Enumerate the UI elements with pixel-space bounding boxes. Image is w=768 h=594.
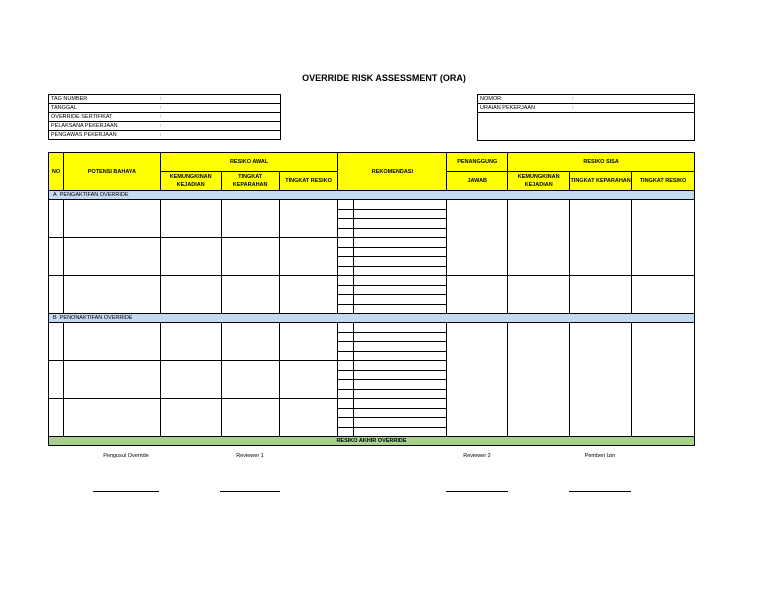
cell[interactable]	[160, 276, 221, 314]
cell[interactable]	[221, 200, 279, 238]
cell-rekomendasi[interactable]	[338, 276, 447, 314]
cell[interactable]	[160, 361, 221, 399]
info-label: OVERRIDE SERTIFIKAT	[49, 113, 159, 122]
header-tingkat-keparahan: TINGKAT KEPARAHAN	[221, 172, 279, 191]
header-tingkat-keparahan-sisa: TINGKAT KEPARAHAN	[570, 172, 632, 191]
footer-resiko-akhir: RESIKO AKHIR OVERRIDE	[49, 437, 695, 446]
cell[interactable]	[279, 361, 338, 399]
header-rekomendasi: REKOMENDASI	[338, 153, 447, 191]
cell[interactable]	[570, 323, 632, 437]
cell[interactable]	[279, 238, 338, 276]
cell-rekomendasi[interactable]	[338, 361, 447, 399]
header-penanggung: PENANGGUNG	[447, 153, 508, 172]
cell[interactable]	[570, 200, 632, 276]
cell[interactable]	[279, 200, 338, 238]
header-tingkat-resiko-sisa: TINGKAT RESIKO	[632, 172, 695, 191]
header-potensi-bahaya: POTENSI BAHAYA	[63, 153, 160, 191]
cell-no[interactable]	[49, 276, 64, 314]
info-colon: :	[158, 122, 281, 131]
cell[interactable]	[160, 200, 221, 238]
cell[interactable]	[279, 276, 338, 314]
cell-potensi[interactable]	[63, 238, 160, 276]
info-table-right	[477, 94, 695, 141]
info-colon: :	[158, 113, 281, 122]
cell-penanggung-jawab[interactable]	[447, 200, 508, 276]
section-label: PENGAKTIFAN OVERRIDE	[59, 192, 129, 198]
cell-rekomendasi[interactable]	[338, 200, 447, 238]
table-row	[49, 323, 695, 361]
signature-line-pemberi-izin[interactable]	[569, 491, 631, 492]
table-row	[49, 276, 695, 314]
cell-potensi[interactable]	[63, 200, 160, 238]
page-title: OVERRIDE RISK ASSESSMENT (ORA)	[302, 73, 466, 83]
signature-label-pengusul: Pengusul Override	[103, 453, 149, 459]
cell-rekomendasi[interactable]	[338, 399, 447, 437]
cell[interactable]	[508, 276, 570, 314]
cell-potensi[interactable]	[63, 276, 160, 314]
header-jawab: JAWAB	[447, 172, 508, 191]
info-colon: :	[158, 104, 281, 113]
header-no: NO	[49, 153, 64, 191]
info-label: TAG NUMBER	[49, 95, 159, 104]
info-colon: :	[570, 104, 695, 113]
cell[interactable]	[160, 323, 221, 361]
cell[interactable]	[221, 238, 279, 276]
signature-line-reviewer-2[interactable]	[446, 491, 508, 492]
signature-label-reviewer-2: Reviewer 2	[463, 453, 491, 459]
info-label: URAIAN PEKERJAAN	[478, 104, 571, 113]
cell[interactable]	[221, 323, 279, 361]
cell-penanggung-jawab[interactable]	[447, 323, 508, 437]
cell[interactable]	[221, 361, 279, 399]
section-a-row	[49, 191, 695, 200]
header-tingkat-resiko: TINGKAT RESIKO	[279, 172, 338, 191]
cell[interactable]	[160, 238, 221, 276]
header-kemungkinan-kejadian-sisa: KEMUNGKINAN KEJADIAN	[508, 172, 570, 191]
uraian-box[interactable]	[478, 113, 695, 141]
cell-no[interactable]	[49, 361, 64, 399]
cell-rekomendasi[interactable]	[338, 323, 447, 361]
header-resiko-awal: RESIKO AWAL	[160, 153, 338, 172]
cell[interactable]	[508, 323, 570, 437]
info-colon: :	[158, 95, 281, 104]
cell[interactable]	[160, 399, 221, 437]
header-kemungkinan-kejadian: KEMUNGKINAN KEJADIAN	[160, 172, 221, 191]
cell[interactable]	[632, 200, 695, 276]
cell-rekomendasi[interactable]	[338, 238, 447, 276]
cell-no[interactable]	[49, 200, 64, 238]
cell-no[interactable]	[49, 238, 64, 276]
cell[interactable]	[570, 276, 632, 314]
risk-table	[48, 152, 695, 446]
table-row	[49, 200, 695, 238]
cell[interactable]	[279, 323, 338, 361]
cell-penanggung-jawab[interactable]	[447, 276, 508, 314]
section-letter: A	[53, 192, 57, 198]
cell-potensi[interactable]	[63, 323, 160, 361]
cell[interactable]	[221, 276, 279, 314]
cell-potensi[interactable]	[63, 361, 160, 399]
cell[interactable]	[279, 399, 338, 437]
info-table-left	[48, 94, 281, 140]
info-label: PENGAWAS PEKERJAAN	[49, 131, 159, 140]
cell[interactable]	[221, 399, 279, 437]
cell[interactable]	[632, 323, 695, 437]
signature-label-reviewer-1: Reviewer 1	[236, 453, 264, 459]
signature-label-pemberi-izin: Pemberi Izin	[584, 453, 616, 459]
info-label: TANGGAL	[49, 104, 159, 113]
info-label: PELAKSANA PEKERJAAN	[49, 122, 159, 131]
header-resiko-sisa: RESIKO SISA	[508, 153, 695, 172]
info-label: NOMOR	[478, 95, 571, 104]
cell-potensi[interactable]	[63, 399, 160, 437]
signature-line-reviewer-1[interactable]	[220, 491, 280, 492]
cell-no[interactable]	[49, 323, 64, 361]
cell-no[interactable]	[49, 399, 64, 437]
signature-line-pengusul[interactable]	[93, 491, 159, 492]
info-colon: :	[570, 95, 695, 104]
section-letter: B	[53, 315, 57, 321]
info-colon: :	[158, 131, 281, 140]
section-label: PENONAKTIFAN OVERRIDE	[59, 315, 133, 321]
section-b-row	[49, 314, 695, 323]
cell[interactable]	[508, 200, 570, 276]
cell[interactable]	[632, 276, 695, 314]
